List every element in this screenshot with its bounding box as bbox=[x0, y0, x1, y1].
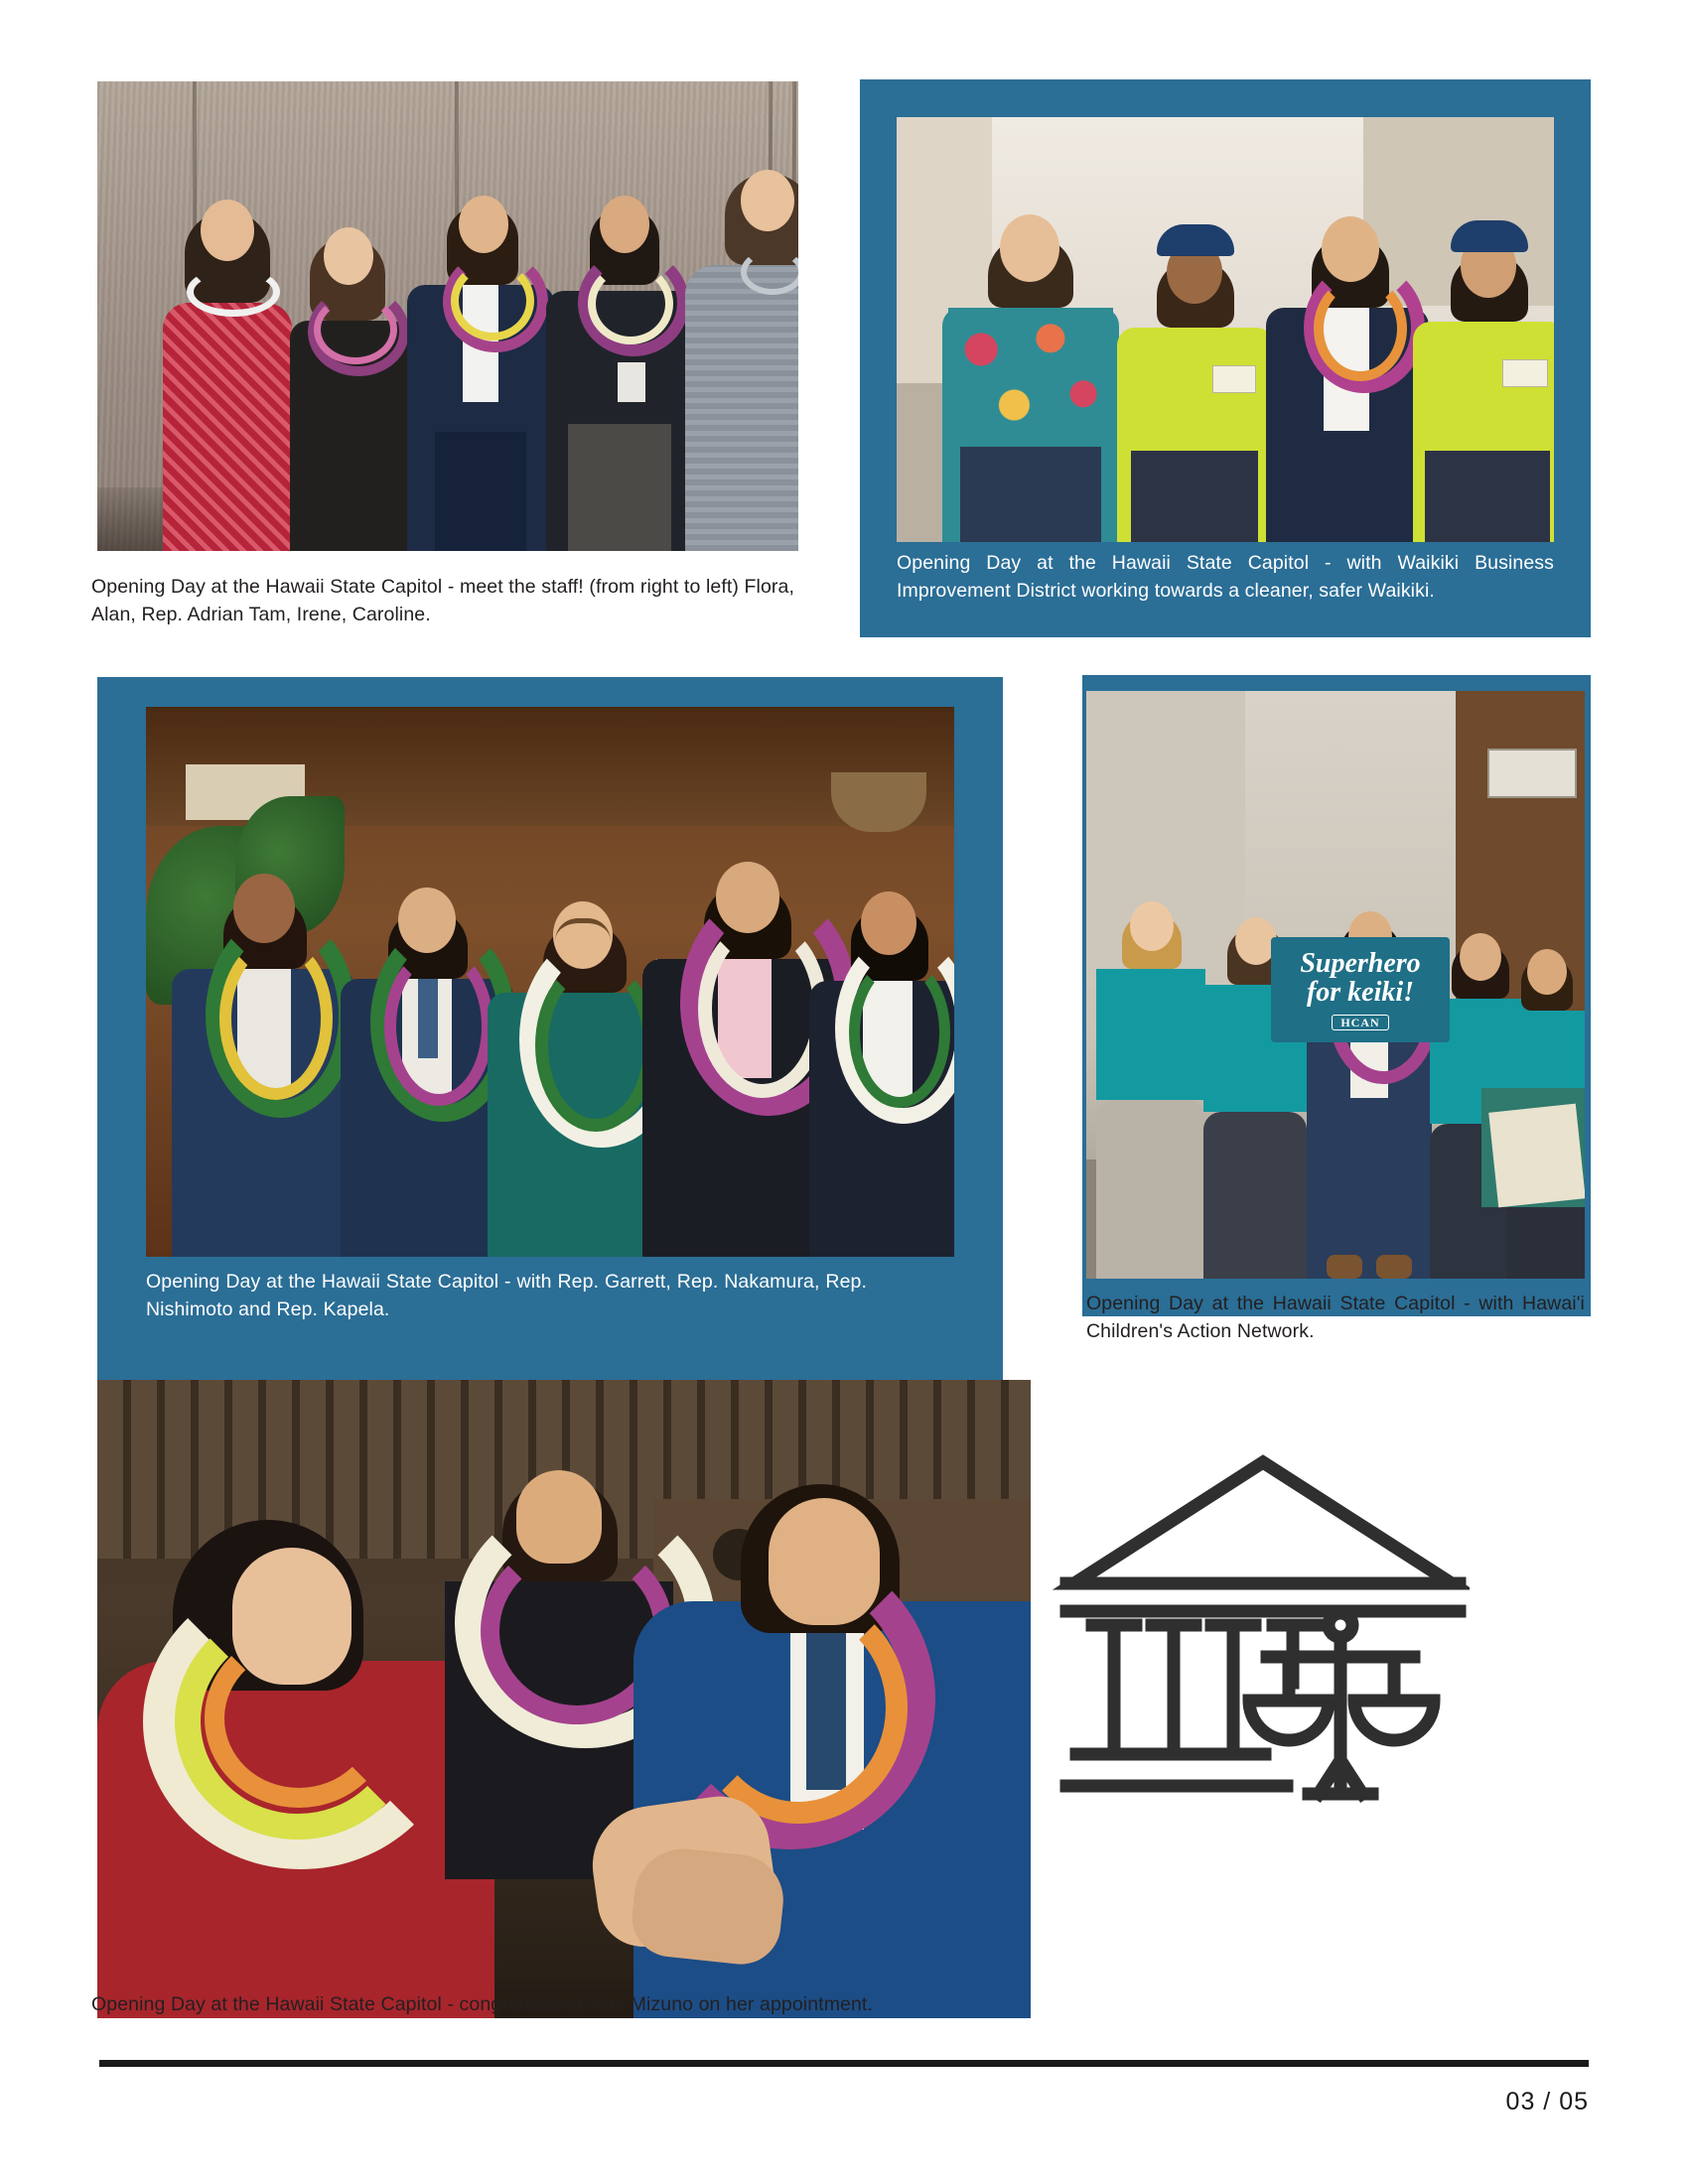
hcan-sign-badge: HCAN bbox=[1332, 1015, 1388, 1031]
opening-day-legislators-photo bbox=[146, 707, 954, 1257]
footer-divider bbox=[99, 2060, 1589, 2067]
opening-day-mizuno-photo bbox=[97, 1380, 1031, 2018]
caption-mizuno: Opening Day at the Hawaii State Capitol - congratulating May Mizuno on her appointment. bbox=[91, 1993, 873, 2015]
opening-day-waikiki-bid-photo bbox=[897, 117, 1554, 542]
caption-waikiki: Opening Day at the Hawaii State Capitol - with Waikiki Business Improvement District working towards a cleaner, safer Waikiki. bbox=[897, 552, 1554, 602]
caption-staff: Opening Day at the Hawaii State Capitol - meet the staff! (from right to left) Flora, Alan, Rep. Adrian Tam, Irene, Caroline. bbox=[91, 576, 794, 625]
opening-day-staff-photo bbox=[97, 81, 798, 551]
hcan-sign bbox=[1271, 937, 1450, 1042]
caption-legislators: Opening Day at the Hawaii State Capitol - with Rep. Garrett, Rep. Nakamura, Rep. Nishimoto and Rep. Kapela. bbox=[146, 1271, 867, 1320]
hcan-sign-line2: for keiki! bbox=[1306, 977, 1415, 1009]
opening-day-hcan-photo bbox=[1086, 691, 1585, 1279]
capitol-scales-icon bbox=[1053, 1444, 1470, 1842]
caption-hcan: Opening Day at the Hawaii State Capitol - with Hawai'i Children's Action Network. bbox=[1086, 1293, 1585, 1342]
hcan-sign-line1: Superhero bbox=[1300, 947, 1421, 979]
page-number: 03 / 05 bbox=[1505, 2088, 1589, 2116]
